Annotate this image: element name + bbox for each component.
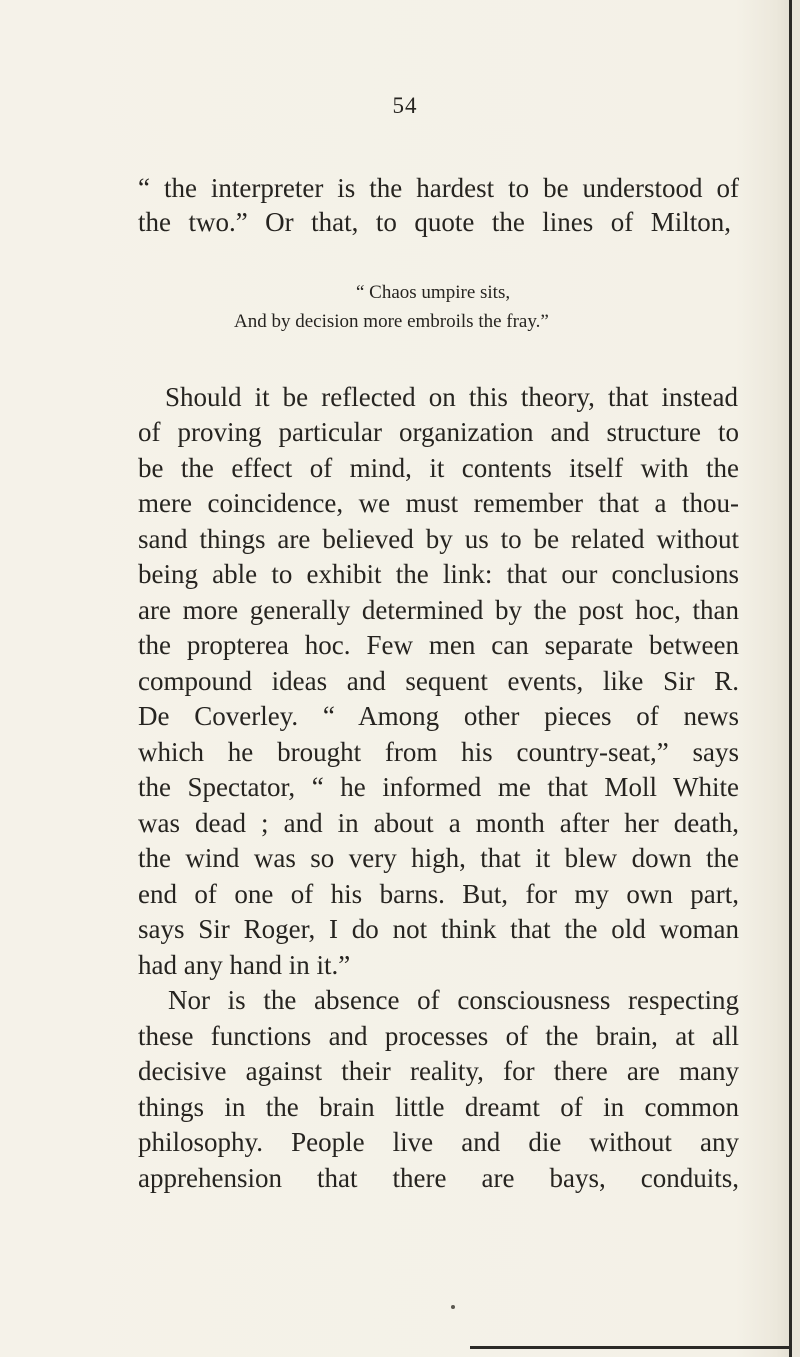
page-right-border bbox=[789, 0, 792, 1357]
text-line: the Spectator, “ he informed me that Moll White bbox=[138, 772, 739, 802]
verse-line: “ Chaos umpire sits, bbox=[356, 282, 511, 303]
text-line: be the effect of mind, it contents itself with the bbox=[138, 453, 739, 483]
text-line: Nor is the absence of consciousness respecting bbox=[168, 985, 739, 1015]
text-line: had any hand in it.” bbox=[138, 950, 351, 980]
page-number: 54 bbox=[392, 93, 418, 118]
text-line: the propterea hoc. Few men can separate between bbox=[138, 630, 739, 660]
text-line: says Sir Roger, I do not think that the old woman bbox=[138, 914, 739, 944]
text-line: mere coincidence, we must remember that a thou- bbox=[138, 488, 739, 518]
text-line: was dead ; and in about a month after her death, bbox=[138, 808, 739, 838]
verse-line: And by decision more embroils the fray.” bbox=[234, 311, 549, 332]
text-line: things in the brain little dreamt of in common bbox=[138, 1092, 739, 1122]
text-line: “ the interpreter is the hardest to be understood of bbox=[138, 173, 739, 203]
text-line: compound ideas and sequent events, like Sir R. bbox=[138, 666, 739, 696]
text-line: the wind was so very high, that it blew down the bbox=[138, 843, 739, 873]
text-line: apprehension that there are bays, conduits, bbox=[138, 1163, 739, 1193]
text-line: these functions and processes of the brain, at all bbox=[138, 1021, 739, 1051]
text-line: De Coverley. “ Among other pieces of news bbox=[138, 701, 739, 731]
text-line: being able to exhibit the link: that our conclusions bbox=[138, 559, 739, 589]
text-line: Should it be reflected on this theory, that instead bbox=[165, 382, 738, 412]
text-line: are more generally determined by the post hoc, than bbox=[138, 595, 739, 625]
text-line: sand things are believed by us to be related without bbox=[138, 524, 739, 554]
text-line: philosophy. People live and die without any bbox=[138, 1127, 739, 1157]
paper-speck bbox=[451, 1305, 455, 1309]
text-line: decisive against their reality, for there are many bbox=[138, 1056, 739, 1086]
text-line: which he brought from his country-seat,” says bbox=[138, 737, 739, 767]
page-edge-shadow bbox=[792, 0, 800, 1357]
text-line: end of one of his barns. But, for my own part, bbox=[138, 879, 739, 909]
text-line: of proving particular organization and structure to bbox=[138, 417, 739, 447]
text-line: the two.” Or that, to quote the lines of Milton, bbox=[138, 207, 731, 237]
page-bottom-border bbox=[470, 1346, 792, 1349]
